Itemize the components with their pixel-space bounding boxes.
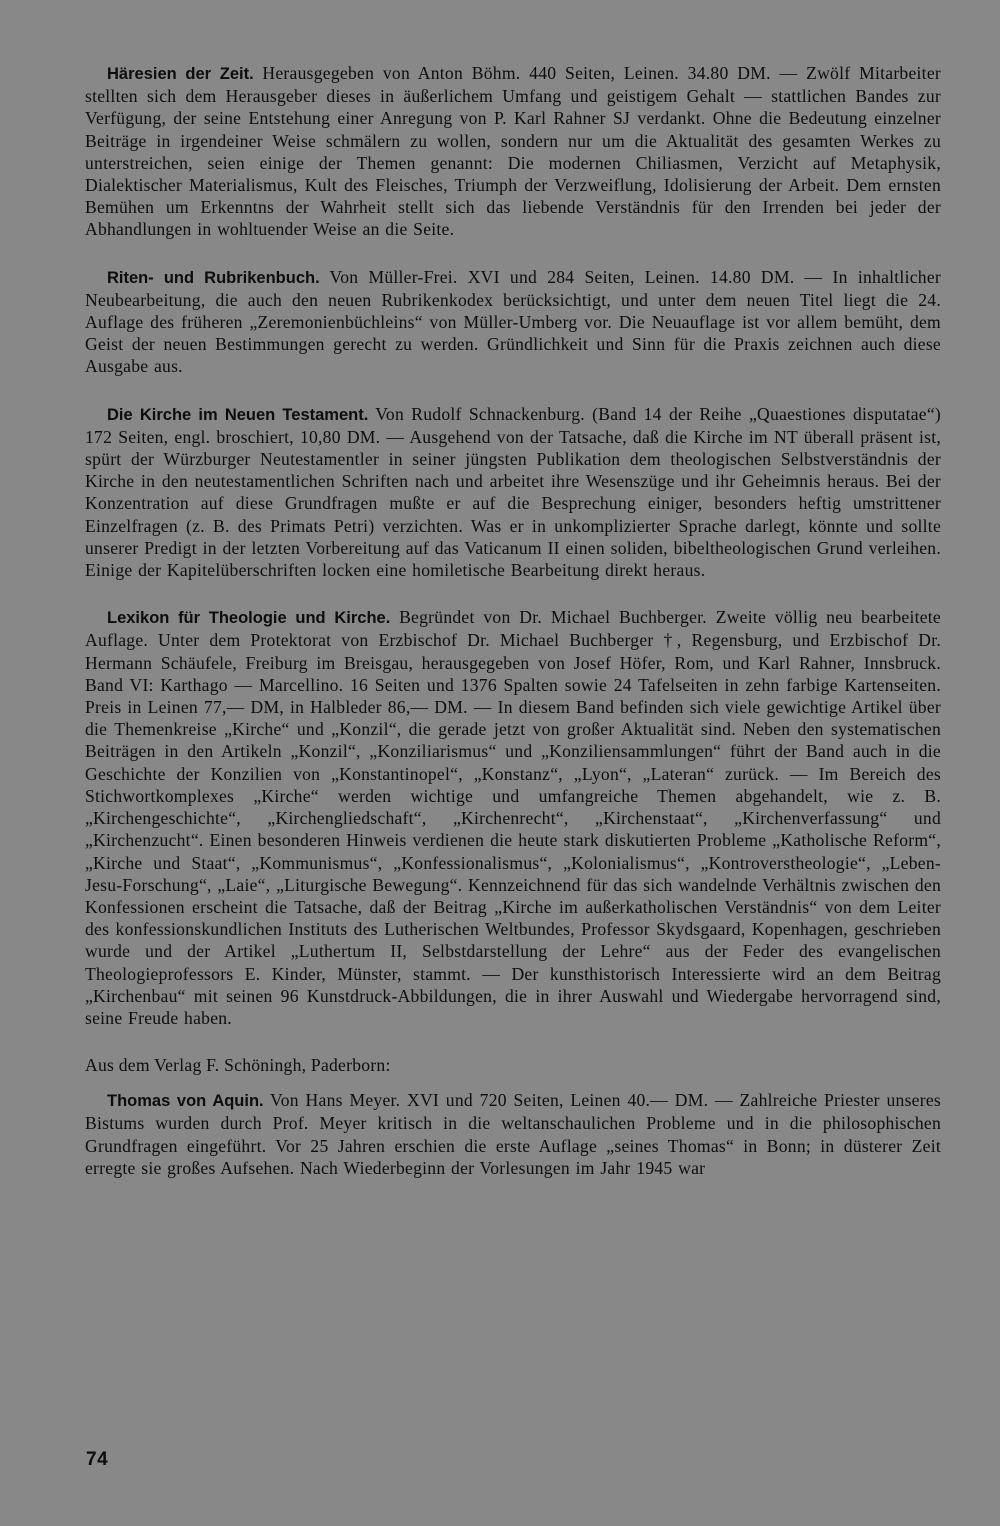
page-number: 74: [86, 1449, 109, 1470]
review-text: Von Müller-Frei. XVI und 284 Seiten, Leinen. 14.80 DM. — In inhaltlicher Neubearbeitung, die auch den neuen Rubrikenkodex berücksichtigt, und unter dem neuen Titel liegt die 24. Auflage des früheren „Zeremonienbüchleins“ von Müller-Umberg vor. Die Neuauflage ist vor allem bemüht, dem Geist der neuen Bestimmungen gerecht zu werden. Gründlichkeit und Sinn für die Praxis zeichnen auch diese Ausgabe aus.: [85, 266, 941, 377]
review-title: Die Kirche im Neuen Testament.: [107, 405, 369, 424]
review-entry-riten: [85, 266, 941, 378]
review-entry-haeresien: [85, 62, 941, 241]
review-entry-thomas: [85, 1089, 941, 1179]
review-entry-lexikon: [85, 606, 941, 1029]
review-text: Von Rudolf Schnackenburg. (Band 14 der Reihe „Quaestiones disputatae“) 172 Seiten, engl. broschiert, 10,80 DM. — Ausgehend von der Tatsache, daß die Kirche im NT überall präsent ist, spürt der Würzburger Neutestamentler in seiner jüngsten Publikation dem theologischen Selbstverständnis der Kirche in den neutestamentlichen Schriften nach und arbeitet ihre Wesenszüge und ihr Geheimnis heraus. Bei der Konzentration auf diese Grundfragen mußte er auf die Besprechung einiger, besonders heftig umstrittener Einzelfragen (z. B. des Primats Petri) verzichten. Was er in unkomplizierter Sprache darlegt, könnte und sollte unserer Predigt in der letzten Vorbereitung auf das Vaticanum II einen soliden, bibeltheologischen Grund verleihen. Einige der Kapitelüberschriften locken eine homiletische Bearbeitung direkt heraus.: [85, 403, 941, 581]
page-body: [85, 62, 941, 1204]
review-text: Begründet von Dr. Michael Buchberger. Zweite völlig neu bearbeitete Auflage. Unter dem Protektorat von Erzbischof Dr. Michael Buchberger †, Regensburg, und Erzbischof Dr. Hermann Schäufele, Freiburg im Breisgau, herausgegeben von Josef Höfer, Rom, und Karl Rahner, Innsbruck. Band VI: Karthago — Marcellino. 16 Seiten und 1376 Spalten sowie 24 Tafelseiten in zehn farbige Kartenseiten. Preis in Leinen 77,— DM, in Halbleder 86,— DM. — In diesem Band befinden sich viele gewichtige Artikel über die Themenkreise „Kirche“ und „Konzil“, die gerade jetzt von großer Aktualität sind. Neben den systematischen Beiträgen in den Artikeln „Konzil“, „Konziliarismus“ und „Konziliensammlungen“ führt der Band auch in die Geschichte der Konzilien von „Konstantinopel“, „Konstanz“, „Lyon“, „Lateran“ zurück. — Im Bereich des Stichwortkomplexes „Kirche“ werden wichtige und umfangreiche Themen abgehandelt, wie z. B. „Kirchengeschichte“, „Kirchengliedschaft“, „Kirchenrecht“, „Kirchenstaat“, „Kirchenverfassung“ und „Kirchenzucht“. Einen besonderen Hinweis verdienen die heute stark diskutierten Probleme „Katholische Reform“, „Kirche und Staat“, „Kommunismus“, „Konfessionalismus“, „Kolonialismus“, „Kontroverstheologie“, „Leben-Jesu-Forschung“, „Laie“, „Liturgische Bewegung“. Kennzeichnend für das sich wandelnde Verhältnis zwischen den Konfessionen erscheint die Tatsache, daß der Beitrag „Kirche im außerkatholischen Verständnis“ von dem Leiter des konfessionskundlichen Instituts des Lutherischen Weltbundes, Professor Skydsgaard, Kopenhagen, geschrieben wurde und der Artikel „Luthertum II, Selbstdarstellung der Lehre“ aus der Feder des evangelischen Theologieprofessors E. Kinder, Münster, stammt. — Der kunsthistorisch Interessierte wird an dem Beitrag „Kirchenbau“ mit seinen 96 Kunstdruck-Abbildungen, die in ihrer Auswahl und Wiedergabe hervorragend sind, seine Freude haben.: [85, 607, 941, 1028]
publisher-heading: Aus dem Verlag F. Schöningh, Paderborn:: [85, 1055, 391, 1076]
review-entry-kirche-nt: [85, 403, 941, 582]
review-title: Thomas von Aquin.: [107, 1092, 264, 1111]
review-title: Riten- und Rubrikenbuch.: [107, 268, 320, 287]
review-title: Häresien der Zeit.: [107, 65, 254, 83]
review-text: Von Hans Meyer. XVI und 720 Seiten, Leinen 40.— DM. — Zahlreiche Priester unseres Bistums wurden durch Prof. Meyer kritisch in die weltanschaulichen Probleme und in die philosophischen Grundfragen eingeführt. Vor 25 Jahren erschien die erste Auflage „seines Thomas“ in Bonn; in düsterer Zeit erregte sie großes Aufsehen. Nach Wiederbeginn der Vorlesungen im Jahr 1945 war: [85, 1090, 941, 1178]
review-text: Herausgegeben von Anton Böhm. 440 Seiten, Leinen. 34.80 DM. — Zwölf Mitarbeiter stellten sich dem Herausgeber dieses in äußerlichem Umfang und geistigem Gehalt — stattlichen Bandes zur Verfügung, der seine Entstehung einer Anregung von P. Karl Rahner SJ verdankt. Ohne die Bedeutung einzelner Beiträge in irgendeiner Weise schmälern zu wollen, sondern nur um die Aktualität des gesamten Werkes zu unterstreichen, seien einige der Themen genannt: Die modernen Chiliasmen, Verzicht auf Metaphysik, Dialektischer Materialismus, Kult des Fleisches, Triumph der Verzweiflung, Idolisierung der Arbeit. Dem ernsten Bemühen um Erkenntns der Wahrheit stellt sich das liebende Verständnis für den Irrenden bei jeder der Abhandlungen in wohltuender Weise an die Seite.: [85, 63, 941, 240]
review-title: Lexikon für Theologie und Kirche.: [107, 609, 391, 628]
